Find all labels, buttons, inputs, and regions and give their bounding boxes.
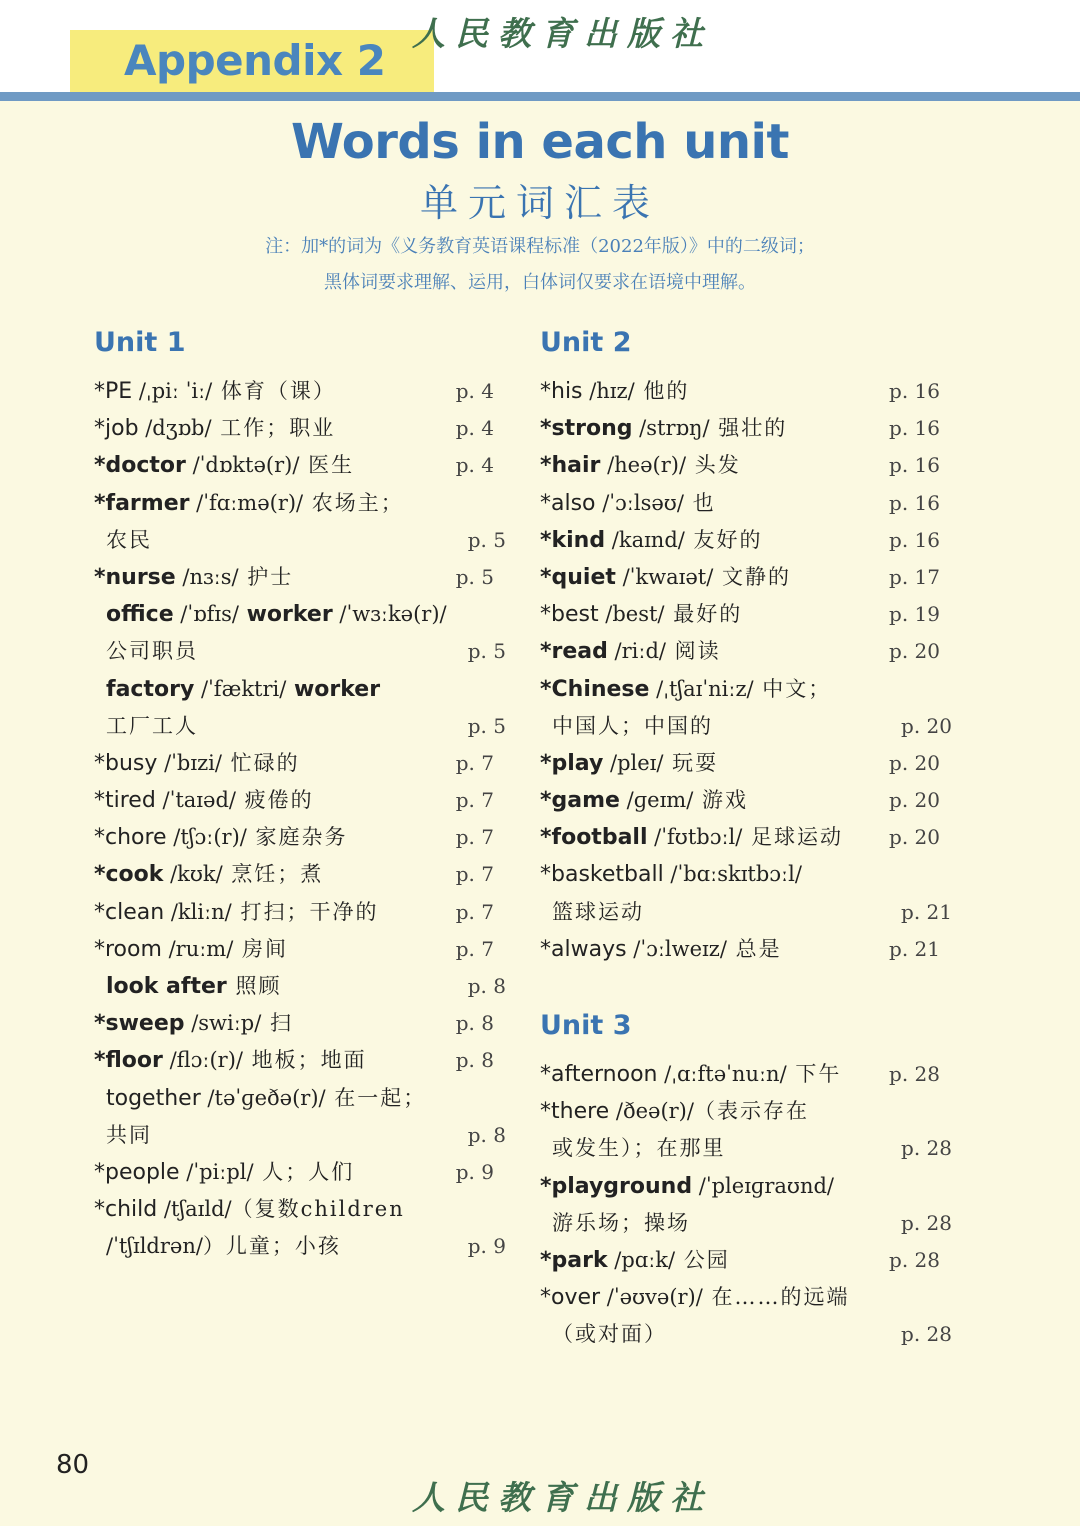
entry-page-ref: p. 28 xyxy=(901,1210,952,1235)
entry-word: *afternoon xyxy=(540,1062,658,1087)
entry-word-2: worker xyxy=(286,676,381,702)
word-entry xyxy=(540,745,940,782)
page-title: Words in each unit xyxy=(291,114,789,170)
entry-meaning: 房间 xyxy=(233,936,288,961)
entry-word: *over xyxy=(540,1285,601,1311)
entry-word: look after xyxy=(106,974,227,999)
entry-word: *strong xyxy=(540,416,633,442)
entry-word: *playground xyxy=(540,1173,693,1199)
entry-meaning: 他的 xyxy=(634,379,690,403)
entry-page-ref: p. 4 xyxy=(455,379,494,403)
entry-page-ref: p. 4 xyxy=(455,453,494,478)
entry-word: *kind xyxy=(540,527,606,553)
word-entry xyxy=(540,596,940,633)
entry-meaning: 工厂工人 xyxy=(106,713,198,738)
entry-phonetic: /pɑːk/ xyxy=(607,1247,676,1272)
entry-page-ref: p. 8 xyxy=(467,1122,506,1147)
entry-word: together xyxy=(106,1085,201,1111)
entry-word: *play xyxy=(540,750,604,776)
entry-page-ref: p. 20 xyxy=(889,788,940,813)
entry-meaning: 体育（课） xyxy=(212,379,336,403)
word-entry xyxy=(94,819,494,856)
word-entry xyxy=(540,1279,940,1316)
entry-phonetic: /ðeə(r)/ xyxy=(609,1099,694,1124)
entry-phonetic: /ˈtaɪəd/ xyxy=(155,788,236,813)
word-entry xyxy=(540,856,940,893)
entry-meaning: 总是 xyxy=(726,936,782,961)
entry-page-ref: p. 28 xyxy=(889,1247,940,1272)
entry-phonetic: /ˈfɑːmə(r)/ xyxy=(189,490,304,515)
entry-phonetic: /ˈpleɪɡraʊnd/ xyxy=(692,1173,834,1198)
entry-phonetic: /tʃaɪld/ xyxy=(157,1197,232,1222)
word-entry xyxy=(540,819,940,856)
entry-phonetic: /kliːn/ xyxy=(164,899,232,924)
word-entry xyxy=(540,931,940,968)
entry-phonetic: /ˈəʊvə(r)/ xyxy=(600,1285,703,1310)
entry-page-ref: p. 20 xyxy=(889,639,940,664)
entry-phonetic: /ruːm/ xyxy=(161,936,234,961)
entry-word: *sweep xyxy=(94,1011,185,1037)
entry-page-ref: p. 28 xyxy=(901,1322,952,1347)
entry-phonetic: /ˌɑːftəˈnuːn/ xyxy=(657,1062,787,1086)
word-entry xyxy=(94,1191,494,1228)
publisher-logo-top: 人民教育出版社 xyxy=(412,14,713,53)
entry-phonetic: /ˈtʃɪldrən/ xyxy=(106,1234,203,1259)
unit-3-heading: Unit 3 xyxy=(540,1010,632,1041)
word-entry xyxy=(540,373,940,410)
word-entry xyxy=(540,1130,952,1167)
word-entry xyxy=(540,1093,940,1130)
entry-word: office xyxy=(106,602,174,628)
entry-word: *his xyxy=(540,379,583,404)
entry-meaning: 共同 xyxy=(106,1122,152,1147)
entry-meaning: 人；人们 xyxy=(253,1159,355,1184)
entry-meaning: 篮球运动 xyxy=(552,899,644,924)
entry-meaning: 最好的 xyxy=(664,602,743,627)
entry-phonetic: /təˈɡeðə(r)/ xyxy=(200,1085,326,1110)
entry-word: *child xyxy=(94,1197,158,1223)
entry-word: *floor xyxy=(94,1048,163,1074)
entry-page-ref: p. 5 xyxy=(467,639,506,664)
entry-phonetic: /riːd/ xyxy=(607,639,666,664)
entry-word: *cook xyxy=(94,862,164,888)
entry-meaning: 或发生）；在那里 xyxy=(552,1136,726,1161)
entry-word: *quiet xyxy=(540,564,616,590)
word-entry xyxy=(94,1228,506,1265)
word-entry xyxy=(540,671,940,708)
word-entry xyxy=(540,782,940,819)
word-entry xyxy=(94,633,506,670)
entry-phonetic: /hɪz/ xyxy=(582,379,635,403)
unit-1-word-list xyxy=(94,373,506,1266)
word-entry xyxy=(540,633,940,670)
entry-page-ref: p. 5 xyxy=(467,713,506,738)
entry-phonetic: /kʊk/ xyxy=(163,862,223,887)
appendix-tab xyxy=(70,30,434,92)
entry-meaning: 中国人；中国的 xyxy=(552,713,713,738)
entry-page-ref: p. 7 xyxy=(455,825,494,850)
word-entry xyxy=(94,1042,494,1079)
entry-word: *read xyxy=(540,639,608,665)
word-entry xyxy=(540,447,940,484)
entry-meaning: 照顾 xyxy=(226,974,282,998)
word-entry xyxy=(94,596,506,633)
entry-phonetic: /ˌpiː ˈiː/ xyxy=(132,379,213,403)
entry-page-ref: p. 20 xyxy=(901,713,952,738)
entry-page-ref: p. 20 xyxy=(889,825,940,850)
entry-phonetic: /dʒɒb/ xyxy=(138,416,212,441)
entry-phonetic: /ˈbɑːskɪtbɔːl/ xyxy=(663,862,802,887)
entry-meaning: 农民 xyxy=(106,527,152,552)
entry-meaning: 工作；职业 xyxy=(211,416,336,441)
entry-meaning: 忙碌的 xyxy=(221,750,300,775)
word-entry xyxy=(540,522,940,559)
entry-meaning: 在一起； xyxy=(325,1085,427,1110)
entry-phonetic-2: /ˈwɜːkə(r)/ xyxy=(332,602,447,627)
entry-word: *busy xyxy=(94,750,158,776)
entry-meaning: 家庭杂务 xyxy=(246,825,348,850)
entry-phonetic: /ˈɔːlsəʊ/ xyxy=(595,490,684,515)
entry-word: *tired xyxy=(94,788,156,814)
word-entry xyxy=(94,894,494,931)
entry-meaning: 打扫；干净的 xyxy=(231,899,379,924)
entry-word: *nurse xyxy=(94,564,176,590)
word-entry xyxy=(94,485,494,522)
entry-page-ref: p. 5 xyxy=(455,564,494,589)
entry-word: *PE xyxy=(94,379,133,404)
appendix-label: Appendix 2 xyxy=(124,36,386,85)
word-entry xyxy=(94,373,494,410)
entry-page-ref: p. 8 xyxy=(455,1048,494,1073)
entry-word: *room xyxy=(94,936,162,962)
entry-page-ref: p. 9 xyxy=(455,1159,494,1184)
entry-page-ref: p. 21 xyxy=(901,899,952,924)
word-entry xyxy=(540,708,952,745)
entry-page-ref: p. 7 xyxy=(455,899,494,924)
entry-page-ref: p. 16 xyxy=(889,416,940,441)
entry-meaning: 农场主； xyxy=(303,490,404,515)
entry-page-ref: p. 8 xyxy=(455,1011,494,1036)
entry-phonetic: /ˈbɪzi/ xyxy=(157,750,222,775)
entry-meaning: 友好的 xyxy=(684,527,763,552)
entry-page-ref: p. 9 xyxy=(467,1234,506,1259)
entry-phonetic: /swiːp/ xyxy=(184,1011,262,1036)
word-entry xyxy=(94,559,494,596)
entry-word: *also xyxy=(540,490,596,516)
word-entry xyxy=(94,1117,506,1154)
word-entry xyxy=(94,745,494,782)
header-rule xyxy=(0,92,1080,101)
word-entry xyxy=(540,559,940,596)
word-entry xyxy=(94,1154,494,1191)
page-number: 80 xyxy=(56,1450,90,1480)
entry-word: *farmer xyxy=(94,490,190,516)
entry-page-ref: p. 4 xyxy=(455,416,494,441)
entry-phonetic: /ˈɒfɪs/ xyxy=(173,602,239,627)
entry-phonetic: /ˈkwaɪət/ xyxy=(615,564,714,589)
entry-page-ref: p. 7 xyxy=(455,750,494,775)
entry-page-ref: p. 7 xyxy=(455,862,494,887)
entry-meaning: 公园 xyxy=(675,1247,730,1272)
entry-phonetic: /heə(r)/ xyxy=(600,453,687,478)
entry-meaning: 疲倦的 xyxy=(235,788,314,813)
entry-word: *game xyxy=(540,788,620,814)
word-entry xyxy=(94,410,494,447)
entry-meaning: 地板；地面 xyxy=(242,1048,367,1073)
entry-phonetic: /ˈɔːlweɪz/ xyxy=(626,936,727,961)
entry-meaning: 强壮的 xyxy=(709,416,788,441)
note-line-2: 黑体词要求理解、运用，白体词仅要求在语境中理解。 xyxy=(324,272,756,293)
entry-phonetic: /kaɪnd/ xyxy=(605,527,685,552)
unit-2-word-list xyxy=(540,373,952,968)
entry-phonetic: /flɔː(r)/ xyxy=(162,1048,243,1073)
entry-page-ref: p. 8 xyxy=(467,974,506,998)
publisher-logo-bottom: 人民教育出版社 xyxy=(412,1478,713,1517)
word-entry xyxy=(540,1205,952,1242)
entry-word-2: worker xyxy=(238,602,333,628)
entry-word: *best xyxy=(540,602,599,628)
entry-word: *there xyxy=(540,1099,610,1125)
entry-meaning: 中文； xyxy=(753,676,832,701)
entry-meaning: 玩耍 xyxy=(663,750,719,775)
entry-page-ref: p. 16 xyxy=(889,527,940,552)
entry-phonetic: /nɜːs/ xyxy=(175,564,239,589)
word-entry xyxy=(540,485,940,522)
word-entry xyxy=(540,894,952,931)
entry-page-ref: p. 19 xyxy=(889,602,940,627)
entry-word: *Chinese xyxy=(540,676,650,702)
entry-meaning: 头发 xyxy=(686,453,741,478)
entry-phonetic: /ˌtʃaɪˈniːz/ xyxy=(649,676,754,701)
entry-page-ref: p. 28 xyxy=(901,1136,952,1161)
entry-meaning: 公司职员 xyxy=(106,639,198,664)
entry-meaning: 也 xyxy=(683,490,716,515)
entry-meaning: （复数children xyxy=(231,1197,405,1222)
word-entry xyxy=(94,968,506,1005)
entry-phonetic: /ˈpiːpl/ xyxy=(179,1159,254,1184)
entry-meaning: （或对面） xyxy=(552,1322,667,1347)
entry-word: *job xyxy=(94,416,139,442)
entry-page-ref: p. 5 xyxy=(467,527,506,552)
entry-meaning: 下午 xyxy=(786,1062,842,1086)
entry-page-ref: p. 16 xyxy=(889,453,940,478)
note-line-1: 注：加*的词为《义务教育英语课程标准（2022年版）》中的二级词； xyxy=(265,236,815,257)
entry-meaning: 护士 xyxy=(238,564,294,589)
word-entry xyxy=(94,671,506,708)
entry-word: *always xyxy=(540,936,627,962)
unit-2-heading: Unit 2 xyxy=(540,327,632,358)
entry-phonetic: /ˈfʊtbɔːl/ xyxy=(647,825,743,850)
entry-page-ref: p. 28 xyxy=(889,1062,940,1086)
word-entry xyxy=(540,1242,940,1279)
word-entry xyxy=(94,782,494,819)
entry-meaning: 烹饪；煮 xyxy=(222,862,324,887)
entry-word: factory xyxy=(106,676,195,702)
entry-phonetic: /ˈfæktri/ xyxy=(194,676,287,701)
entry-word: *doctor xyxy=(94,453,186,479)
entry-word: *chore xyxy=(94,825,167,851)
entry-word: *park xyxy=(540,1247,608,1273)
entry-meaning: 在……的远端 xyxy=(702,1285,850,1310)
entry-word: *hair xyxy=(540,453,601,479)
word-entry xyxy=(540,1168,940,1205)
entry-page-ref: p. 20 xyxy=(889,750,940,775)
entry-word: *people xyxy=(94,1159,180,1185)
entry-page-ref: p. 21 xyxy=(889,936,940,961)
entry-page-ref: p. 16 xyxy=(889,490,940,515)
word-entry xyxy=(94,447,494,484)
page-subtitle: 单元词汇表 xyxy=(419,181,660,225)
entry-phonetic: /best/ xyxy=(598,602,665,627)
entry-meaning: ）儿童；小孩 xyxy=(202,1234,341,1259)
word-entry xyxy=(94,708,506,745)
entry-phonetic: /strɒŋ/ xyxy=(632,416,710,441)
word-entry xyxy=(94,856,494,893)
word-entry xyxy=(94,522,506,559)
entry-meaning: 游戏 xyxy=(693,788,748,813)
word-entry xyxy=(540,410,940,447)
entry-meaning: 阅读 xyxy=(665,639,721,664)
unit-1-heading: Unit 1 xyxy=(94,327,186,358)
entry-page-ref: p. 7 xyxy=(455,788,494,813)
entry-phonetic: /ɡeɪm/ xyxy=(619,788,694,813)
entry-meaning: 医生 xyxy=(299,453,355,478)
unit-3-word-list xyxy=(540,1056,952,1354)
word-entry xyxy=(540,1316,952,1353)
entry-phonetic: /ˈdɒktə(r)/ xyxy=(185,453,300,478)
entry-meaning: 文静的 xyxy=(713,564,791,589)
word-entry xyxy=(94,1080,506,1117)
entry-meaning: 扫 xyxy=(261,1011,294,1036)
entry-page-ref: p. 7 xyxy=(455,936,494,961)
entry-meaning: 足球运动 xyxy=(742,825,844,850)
entry-meaning: （表示存在 xyxy=(693,1099,809,1124)
entry-page-ref: p. 17 xyxy=(889,564,940,589)
entry-meaning: 游乐场；操场 xyxy=(552,1210,690,1235)
word-entry xyxy=(94,931,494,968)
entry-word: *clean xyxy=(94,899,165,925)
word-entry xyxy=(94,1005,494,1042)
word-entry xyxy=(540,1056,940,1093)
entry-phonetic: /pleɪ/ xyxy=(603,750,664,775)
entry-phonetic: /tʃɔː(r)/ xyxy=(166,825,247,850)
entry-page-ref: p. 16 xyxy=(889,379,940,403)
entry-word: *football xyxy=(540,825,648,851)
entry-word: *basketball xyxy=(540,862,664,888)
